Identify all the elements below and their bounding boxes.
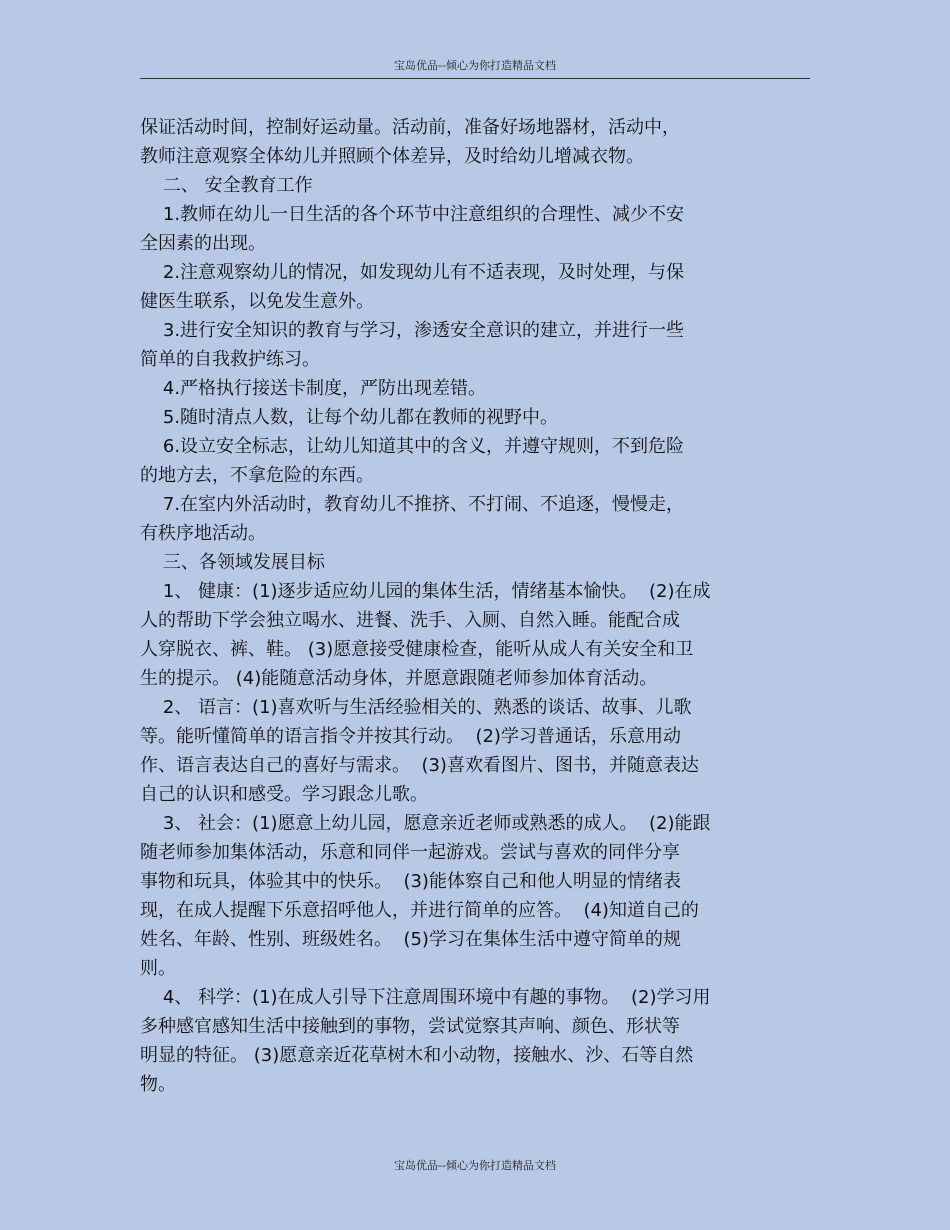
text-line: 健医生联系，以免发生意外。 <box>140 291 374 312</box>
text-line: 2.注意观察幼儿的情况，如发现幼儿有不适表现，及时处理，与保 <box>140 262 685 283</box>
text-line: 姓名、年龄、性别、班级姓名。 (5)学习在集体生活中遵守简单的规 <box>140 929 681 950</box>
text-line: 自己的认识和感受。学习跟念儿歌。 <box>140 784 428 805</box>
text-line: 1.教师在幼儿一日生活的各个环节中注意组织的合理性、减少不安 <box>140 204 685 225</box>
section-heading-goals: 三、各领域发展目标 <box>140 552 325 573</box>
section-heading-safety: 二、 安全教育工作 <box>140 175 313 196</box>
text-line: 明显的特征。 (3)愿意亲近花草树木和小动物，接触水、沙、石等自然 <box>140 1045 694 1066</box>
text-line: 作、语言表达自己的喜好与需求。 (3)喜欢看图片、图书，并随意表达 <box>140 755 699 776</box>
text-line: 生的提示。 (4)能随意活动身体，并愿意跟随老师参加体育活动。 <box>140 668 658 689</box>
text-line: 现，在成人提醒下乐意招呼他人，并进行简单的应答。 (4)知道自己的 <box>140 900 699 921</box>
document-body <box>140 113 810 1099</box>
header-divider <box>140 78 810 79</box>
text-line: 物。 <box>140 1074 176 1095</box>
text-line: 事物和玩具，体验其中的快乐。 (3)能体察自己和他人明显的情绪表 <box>140 871 681 892</box>
page-header: 宝岛优品--倾心为你打造精品文档 <box>394 59 556 72</box>
text-line: 教师注意观察全体幼儿并照顾个体差异，及时给幼儿增减衣物。 <box>140 146 644 167</box>
text-line: 的地方去，不拿危险的东西。 <box>140 465 374 486</box>
text-line: 人的帮助下学会独立喝水、进餐、洗手、入厕、自然入睡。能配合成 <box>140 610 680 631</box>
text-line: 则。 <box>140 958 176 979</box>
text-line: 多种感官感知生活中接触到的事物，尝试觉察其声响、颜色、形状等 <box>140 1016 680 1037</box>
text-line: 4、 科学：(1)在成人引导下注意周围环境中有趣的事物。 (2)学习用 <box>140 987 711 1008</box>
text-line: 全因素的出现。 <box>140 233 266 254</box>
text-line: 人穿脱衣、裤、鞋。 (3)愿意接受健康检查，能听从成人有关安全和卫 <box>140 639 694 660</box>
text-line: 有秩序地活动。 <box>140 523 266 544</box>
text-line: 6.设立安全标志，让幼儿知道其中的含义，并遵守规则，不到危险 <box>140 436 685 457</box>
text-line: 3.进行安全知识的教育与学习，渗透安全意识的建立，并进行一些 <box>140 320 685 341</box>
text-line: 7.在室内外活动时，教育幼儿不推挤、不打闹、不追逐，慢慢走， <box>140 494 685 515</box>
text-line: 简单的自我救护练习。 <box>140 349 320 370</box>
text-line: 3、 社会：(1)愿意上幼儿园，愿意亲近老师或熟悉的成人。 (2)能跟 <box>140 813 711 834</box>
text-line: 2、 语言：(1)喜欢听与生活经验相关的、熟悉的谈话、故事、儿歌 <box>140 697 692 718</box>
text-line: 4.严格执行接送卡制度，严防出现差错。 <box>140 378 487 399</box>
text-line: 等。能听懂简单的语言指令并按其行动。 (2)学习普通话，乐意用动 <box>140 726 681 747</box>
page-footer: 宝岛优品--倾心为你打造精品文档 <box>394 1159 556 1172</box>
text-line: 保证活动时间，控制好运动量。活动前，准备好场地器材，活动中， <box>140 117 680 138</box>
text-line: 5.随时清点人数，让每个幼儿都在教师的视野中。 <box>140 407 559 428</box>
text-line: 1、 健康：(1)逐步适应幼儿园的集体生活，情绪基本愉快。 (2)在成 <box>140 581 711 602</box>
text-line: 随老师参加集体活动，乐意和同伴一起游戏。尝试与喜欢的同伴分享 <box>140 842 680 863</box>
